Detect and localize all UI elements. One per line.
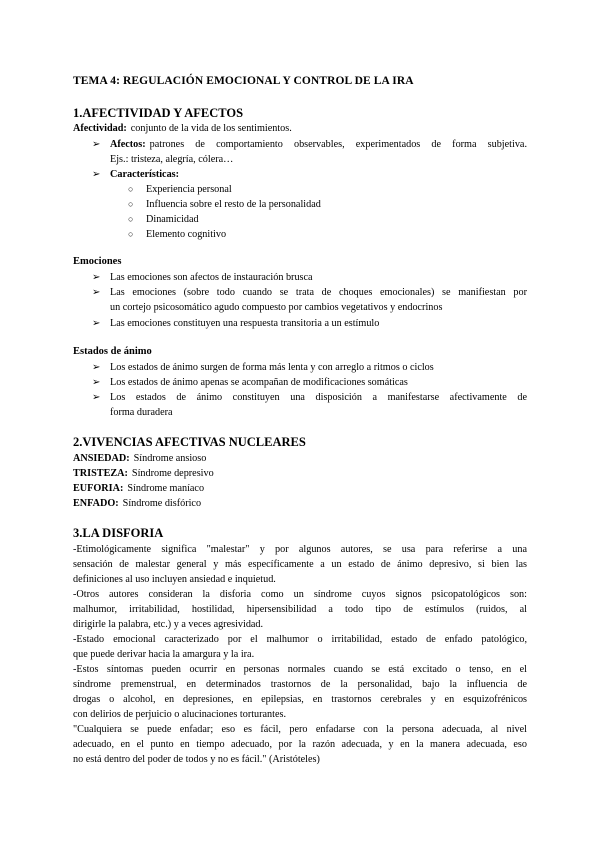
afectividad-definition [73,122,292,135]
vivencia-text: Síndrome ansioso [133,453,207,464]
circle-bullet-icon: ○ [128,184,134,194]
caract-item: Elemento cognitivo [146,229,227,240]
disforia-line: malhumor, irritabilidad, hostilidad, hipersensibilidad a todo tipo de estímulos (ruidos, al [73,604,527,615]
estados-animo-heading: Estados de ánimo [73,346,152,357]
section-1-heading: 1.AFECTIVIDAD Y AFECTOS [73,106,244,120]
vivencia-label: TRISTEZA: [73,468,128,479]
afectividad-label: Afectividad: [73,123,127,134]
vivencia-label: ENFADO: [73,498,119,509]
section-2-heading: 2.VIVENCIAS AFECTIVAS NUCLEARES [73,435,306,449]
caract-item: Influencia sobre el resto de la personalidad [146,199,321,210]
disforia-line: síndrome premenstrual, en determinados trastornos de la personalidad, bajo la influencia de [73,679,527,690]
arrow-bullet-icon: ➢ [92,362,101,373]
emociones-item: Las emociones constituyen una respuesta transitoria a un estímulo [110,318,380,329]
afectos-text-2: Ejs.: tristeza, alegría, cólera… [110,154,234,165]
disforia-line: que puede derivar hacia la amargura y la ira. [73,649,255,660]
vivencia-row [73,497,201,510]
section-3-heading: 3.LA DISFORIA [73,526,164,540]
disforia-line: con delirios de perjuicio o alucinaciones torturantes. [73,709,287,720]
vivencia-label: ANSIEDAD: [73,453,130,464]
caract-item: Dinamicidad [146,214,199,225]
emociones-item: Las emociones (sobre todo cuando se trata de choques emocionales) se manifiestan por [110,287,527,298]
arrow-bullet-icon: ➢ [92,287,101,298]
afectividad-text: conjunto de la vida de los sentimientos. [130,123,292,134]
disforia-line: dirigirle la palabra, etc.) y a veces agresividad. [73,619,264,630]
disforia-line: sensación de malestar general y más específicamente a un estado de ánimo depresivo, si bien las [73,559,527,570]
circle-bullet-icon: ○ [128,214,134,224]
vivencia-text: Síndrome disfórico [122,498,202,509]
disforia-line: -Etimológicamente significa "malestar" y por algunos autores, se usa para referirse a una [73,544,527,555]
emociones-item-cont: un cortejo psicosomático agudo compuesto por cambios vegetativos y endocrinos [110,302,443,313]
arrow-bullet-icon: ➢ [92,139,101,150]
afectos-text-1: patrones de comportamiento observables, experimentados de forma subjetiva. [149,139,527,150]
arrow-bullet-icon: ➢ [92,377,101,388]
vivencia-text: Síndrome depresivo [131,468,214,479]
arrow-bullet-icon: ➢ [92,272,101,283]
disforia-line: -Estado emocional caracterizado por el malhumor o irritabilidad, estado de enfado patológico, [73,634,527,645]
animo-item: Los estados de ánimo surgen de forma más lenta y con arreglo a ritmos o ciclos [110,362,434,373]
disforia-line: -Otros autores consideran la disforia como un síndrome cuyos signos psicopatológicos son: [73,589,527,600]
animo-item: Los estados de ánimo apenas se acompañan de modificaciones somáticas [110,377,408,388]
arrow-bullet-icon: ➢ [92,392,101,403]
arrow-bullet-icon: ➢ [92,169,101,180]
disforia-line: drogas o alcohol, en depresiones, en epilepsias, en trastornos cerebrales y en esquizofrénicos [73,694,527,705]
caract-item: Experiencia personal [146,184,232,195]
quote-line: "Cualquiera se puede enfadar; eso es fácil, pero enfadarse con la persona adecuada, al nivel [73,724,527,735]
page-title: TEMA 4: REGULACIÓN EMOCIONAL Y CONTROL DE LA IRA [73,75,414,87]
vivencia-row [73,452,206,465]
quote-line: no está dentro del poder de todos y no es fácil." (Aristóteles) [73,754,320,765]
vivencia-row [73,467,214,480]
circle-bullet-icon: ○ [128,229,134,239]
animo-item-cont: forma duradera [110,407,173,418]
vivencia-row [73,482,204,495]
vivencia-text: Síndrome maníaco [127,483,205,494]
disforia-line: -Estos síntomas pueden ocurrir en personas normales cuando se está excitado o tenso, en el [73,664,527,675]
emociones-heading: Emociones [73,256,122,267]
emociones-item: Las emociones son afectos de instauración brusca [110,272,313,283]
disforia-line: definiciones al uso incluyen ansiedad e inquietud. [73,574,276,585]
animo-item: Los estados de ánimo constituyen una disposición a manifestarse afectivamente de [110,392,527,403]
vivencia-label: EUFORIA: [73,483,124,494]
circle-bullet-icon: ○ [128,199,134,209]
arrow-bullet-icon: ➢ [92,318,101,329]
quote-line: adecuado, en el punto en tiempo adecuado, por la razón adecuada, y en la manera adecuada, eso [73,739,527,750]
afectos-label: Afectos: [110,139,146,150]
afectos-item [110,138,527,151]
caracteristicas-label: Características: [110,169,180,180]
